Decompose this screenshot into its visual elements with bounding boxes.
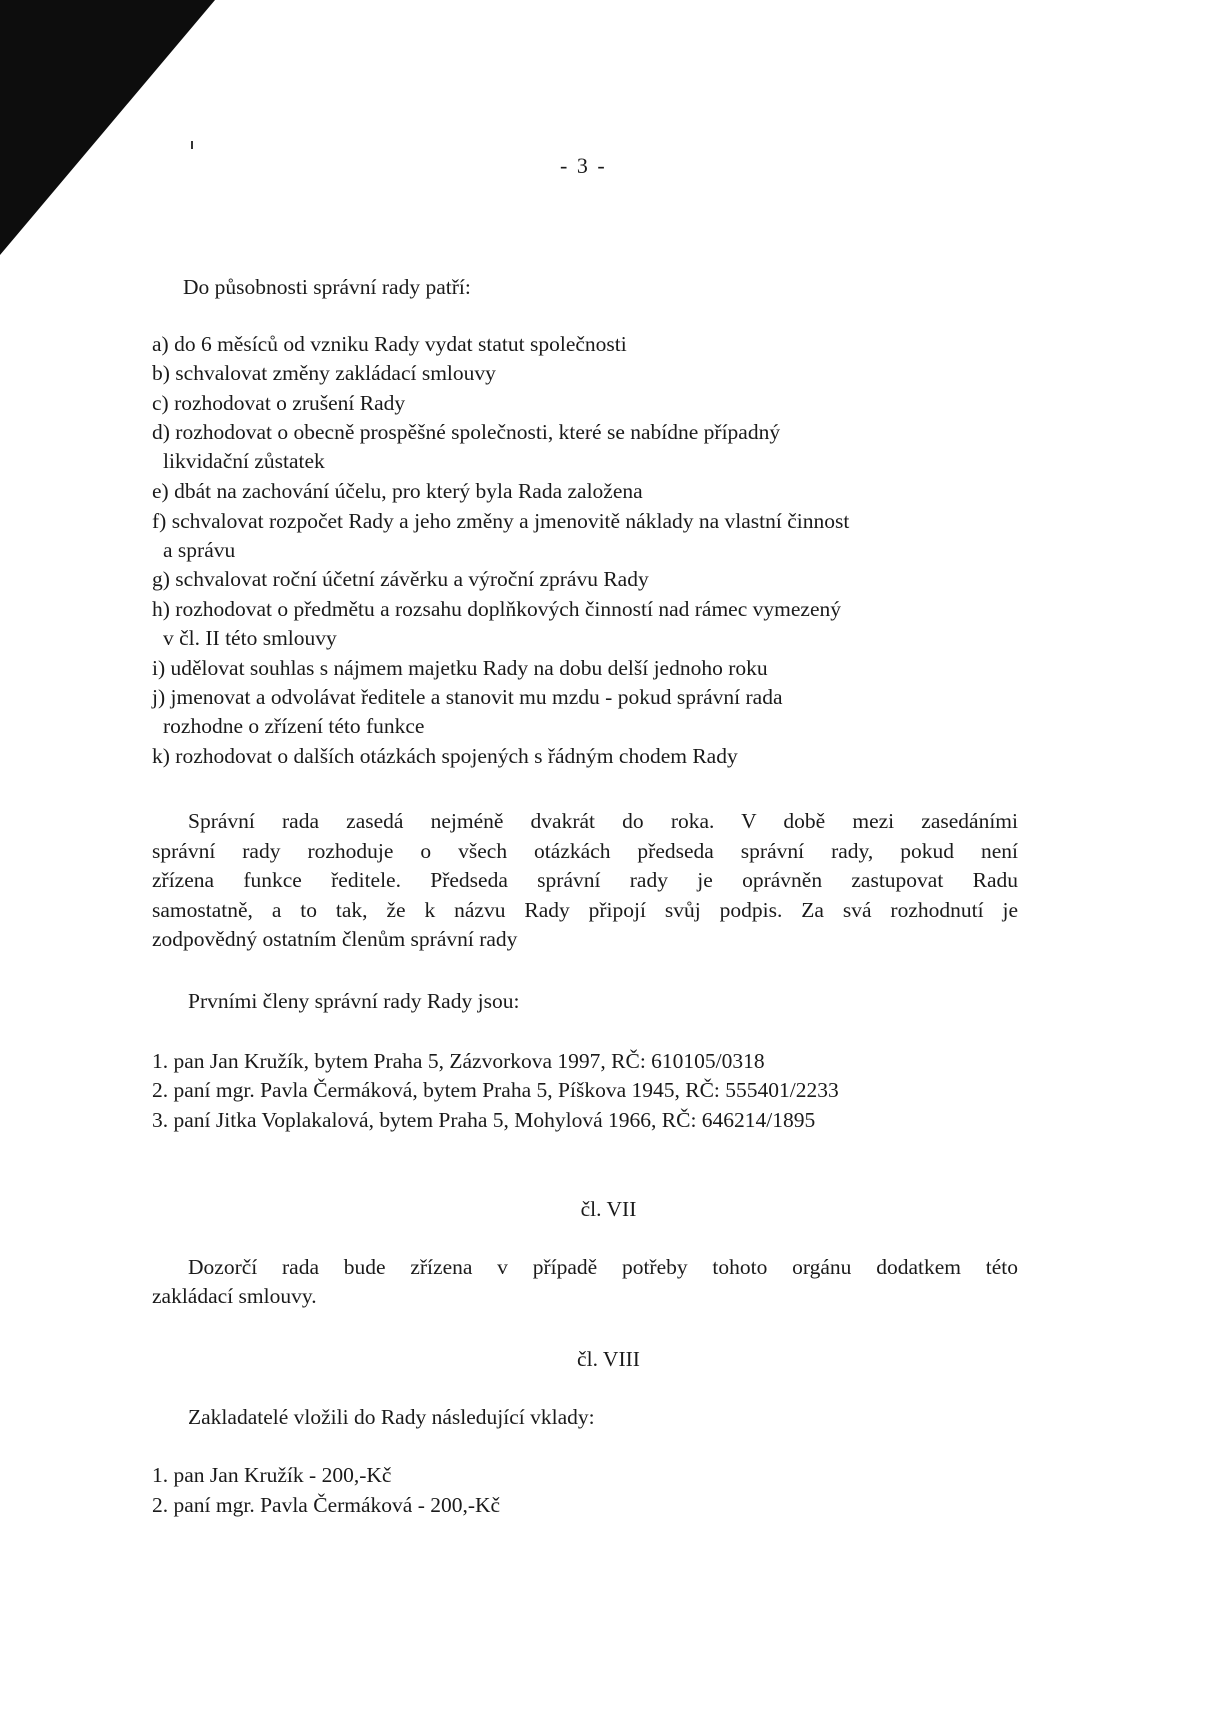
paragraph-line: samostatně, a to tak, že k názvu Rady připojí svůj podpis. Za svá rozhodnutí je [152,898,1018,922]
scan-corner-shadow [0,0,215,255]
member-entry: 1. pan Jan Kružík, bytem Praha 5, Zázvorkova 1997, RČ: 610105/0318 [152,1049,765,1073]
article-viii-title: čl. VIII [577,1347,640,1371]
page-number: - 3 - [560,153,607,178]
list-item: e) dbát na zachování účelu, pro který byla Rada založena [152,479,643,503]
list-item: d) rozhodovat o obecně prospěšné společnosti, které se nabídne případný [152,420,781,444]
article-vii-title: čl. VII [580,1197,637,1221]
member-entry: 2. paní mgr. Pavla Čermáková, bytem Praha 5, Píškova 1945, RČ: 555401/2233 [152,1078,839,1102]
member-entry: 3. paní Jitka Voplakalová, bytem Praha 5, Mohylová 1966, RČ: 646214/1895 [152,1108,816,1132]
paragraph-line: zodpovědný ostatním členům správní rady [152,927,518,951]
list-item: i) udělovat souhlas s nájmem majetku Rady na dobu delší jednoho roku [152,656,768,680]
list-item-continuation: rozhodne o zřízení této funkce [163,714,425,738]
section-heading: Do působnosti správní rady patří: [183,275,471,299]
list-item: k) rozhodovat o dalších otázkách spojených s řádným chodem Rady [152,744,738,768]
deposits-intro: Zakladatelé vložili do Rady následující vklady: [188,1405,595,1429]
list-item: f) schvalovat rozpočet Rady a jeho změny a jmenovitě náklady na vlastní činnost [152,509,850,533]
list-item: b) schvalovat změny zakládací smlouvy [152,361,496,385]
paragraph-line: zřízena funkce ředitele. Předseda správní rady je oprávněn zastupovat Radu [152,868,1018,892]
list-item-continuation: likvidační zůstatek [163,449,325,473]
paragraph-line: zakládací smlouvy. [152,1284,317,1308]
list-item: c) rozhodovat o zrušení Rady [152,391,406,415]
list-item-continuation: a správu [163,538,236,562]
list-item: h) rozhodovat o předmětu a rozsahu doplňkových činností nad rámec vymezený [152,597,841,621]
deposit-entry: 1. pan Jan Kružík - 200,-Kč [152,1463,392,1487]
list-item-continuation: v čl. II této smlouvy [163,626,337,650]
list-item: a) do 6 měsíců od vzniku Rady vydat statut společnosti [152,332,627,356]
deposit-entry: 2. paní mgr. Pavla Čermáková - 200,-Kč [152,1493,501,1517]
paragraph-line: správní rady rozhoduje o všech otázkách předseda správní rady, pokud není [152,839,1018,863]
list-item: j) jmenovat a odvolávat ředitele a stanovit mu mzdu - pokud správní rada [152,685,783,709]
paragraph-line: Dozorčí rada bude zřízena v případě potřeby tohoto orgánu dodatkem této [188,1255,1018,1279]
paragraph-line: Správní rada zasedá nejméně dvakrát do roka. V době mezi zasedáními [188,809,1018,833]
members-heading: Prvními členy správní rady Rady jsou: [188,989,520,1013]
list-item: g) schvalovat roční účetní závěrku a výroční zprávu Rady [152,567,649,591]
scan-speck [191,141,193,149]
